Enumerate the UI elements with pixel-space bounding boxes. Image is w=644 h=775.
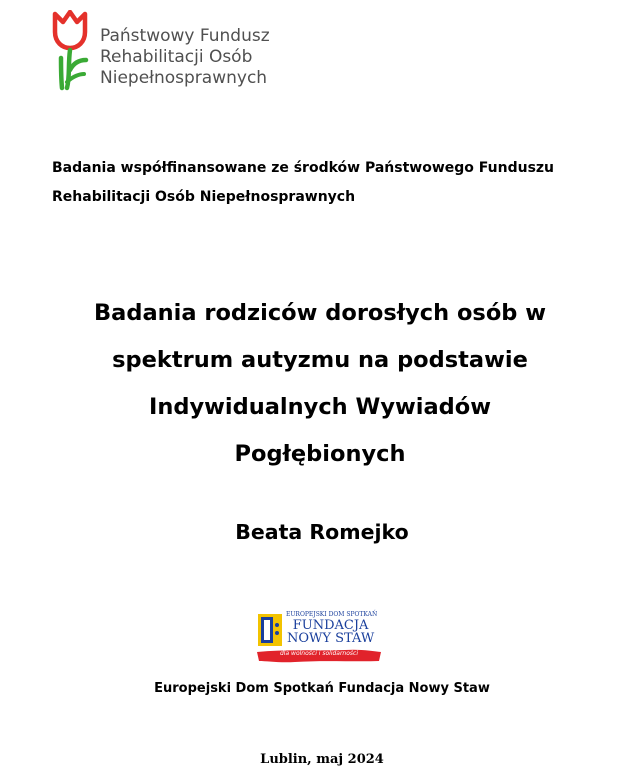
cofunding-line: Badania współfinansowane ze środków Państwowego Funduszu bbox=[52, 160, 555, 176]
title-line: Indywidualnych Wywiadów bbox=[148, 394, 492, 420]
author-name: Beata Romejko bbox=[235, 520, 409, 544]
cofunding-statement bbox=[52, 154, 612, 212]
foundation-name bbox=[287, 619, 374, 645]
title-line: Pogłębionych bbox=[234, 441, 406, 467]
foundation-logo bbox=[253, 610, 385, 666]
foundation-small-text: EUROPEJSKI DOM SPOTKAŃ bbox=[286, 611, 378, 618]
pfron-name-line: Niepełnosprawnych bbox=[100, 68, 268, 88]
pfron-name-line: Państwowy Fundusz bbox=[100, 26, 270, 46]
tulip-logo-icon bbox=[50, 10, 90, 92]
document-title bbox=[40, 290, 600, 478]
foundation-name-line: NOWY STAW bbox=[287, 631, 375, 646]
title-line: Badania rodziców dorosłych osób w bbox=[94, 300, 546, 326]
door-logo-icon bbox=[257, 613, 283, 647]
title-line: spektrum autyzmu na podstawie bbox=[112, 347, 528, 373]
foundation-tagline: dla wolności i solidarności bbox=[280, 650, 358, 657]
pfron-logo-text bbox=[100, 26, 270, 89]
cofunding-line: Rehabilitacji Osób Niepełnosprawnych bbox=[52, 189, 356, 205]
pfron-logo bbox=[50, 10, 290, 94]
foundation-name-line: FUNDACJA bbox=[292, 618, 369, 633]
pfron-name-line: Rehabilitacji Osób bbox=[100, 47, 253, 67]
organization-name: Europejski Dom Spotkań Fundacja Nowy Staw bbox=[154, 681, 490, 696]
place-and-date: Lublin, maj 2024 bbox=[260, 752, 384, 767]
